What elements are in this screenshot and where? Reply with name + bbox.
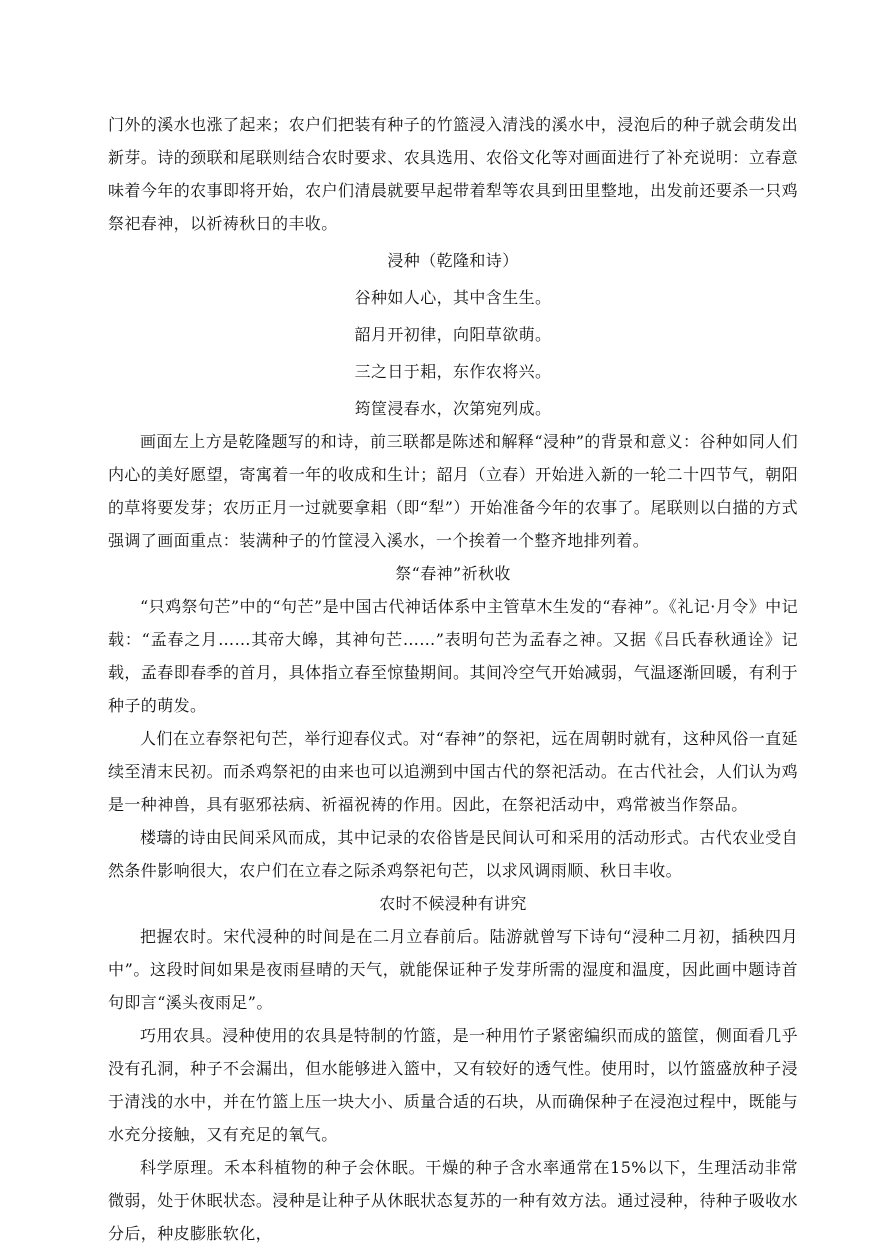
- poem-line: 三之日于耜，东作农将兴。: [354, 362, 552, 381]
- poem-line: 谷种如人心，其中含生生。: [354, 288, 552, 307]
- body-paragraph: 楼璹的诗由民间采风而成，其中记录的农俗皆是民间认可和采用的活动形式。古代农业受自然条件影响很大，农户们在立春之际杀鸡祭祀句芒，以求风调雨顺、秋日丰收。: [108, 828, 798, 880]
- intro-paragraph: 门外的溪水也涨了起来；农户们把装有种子的竹篮浸入清浅的溪水中，浸泡后的种子就会萌发出新芽。诗的颈联和尾联则结合农时要求、农具选用、农俗文化等对画面进行了补充说明：立春意味着今年的农事即将开始，农户们清晨就要早起带着犁等农具到田里整地，出发前还要杀一只鸡祭祀春神，以祈祷秋日的丰收。: [108, 115, 798, 233]
- article-body: [108, 108, 798, 1250]
- section-heading: 农时不候浸种有讲究: [379, 894, 527, 913]
- body-paragraph: 把握农时。宋代浸种的时间是在二月立春前后。陆游就曾写下诗句“浸种二月初，插秧四月中”。这段时间如果是夜雨昼晴的天气，就能保证种子发芽所需的湿度和温度，因此画中题诗首句即言“溪头夜雨足”。: [108, 927, 798, 1012]
- body-paragraph: 巧用农具。浸种使用的农具是特制的竹篮，是一种用竹子紧密编织而成的篮筐，侧面看几乎没有孔洞，种子不会漏出，但水能够进入篮中，又有较好的透气性。使用时，以竹篮盛放种子浸于清浅的水中，并在竹篮上压一块大小、质量合适的石块，从而确保种子在浸泡过程中，既能与水充分接触，又有充足的氧气。: [108, 1026, 798, 1144]
- section-heading: 祭“春神”祈秋收: [395, 564, 511, 583]
- poem-line: 韶月开初律，向阳草欲萌。: [354, 325, 552, 344]
- poem-explanation-paragraph: 画面左上方是乾隆题写的和诗，前三联都是陈述和解释“浸种”的背景和意义：谷种如同人们内心的美好愿望，寄寓着一年的收成和生计；韶月（立春）开始进入新的一轮二十四节气，朝阳的草将要发芽；农历正月一过就要拿耜（即“犁”）开始准备今年的农事了。尾联则以白描的方式强调了画面重点：装满种子的竹筐浸入溪水，一个挨着一个整齐地排列着。: [108, 432, 798, 550]
- body-paragraph: 人们在立春祭祀句芒，举行迎春仪式。对“春神”的祭祀，远在周朝时就有，这种风俗一直延续至清末民初。而杀鸡祭祀的由来也可以追溯到中国古代的祭祀活动。在古代社会，人们认为鸡是一种神兽，具有驱邪祛病、祈福祝祷的作用。因此，在祭祀活动中，鸡常被当作祭品。: [108, 729, 798, 814]
- poem-line: 筠筐浸春水，次第宛列成。: [354, 399, 552, 418]
- body-paragraph: “只鸡祭句芒”中的“句芒”是中国古代神话体系中主管草木生发的“春神”。《礼记·月令》中记载：“孟春之月……其帝大皞，其神句芒……”表明句芒为孟春之神。又据《吕氏春秋通诠》记载，孟春即春季的首月，具体指立春至惊蛰期间。其间冷空气开始减弱，气温逐渐回暖，有利于种子的萌发。: [108, 597, 798, 715]
- body-paragraph: 科学原理。禾本科植物的种子会休眠。干燥的种子含水率通常在15%以下，生理活动非常微弱，处于休眠状态。浸种是让种子从休眠状态复苏的一种有效方法。通过浸种，待种子吸收水分后，种皮膨胀软化，: [108, 1158, 798, 1243]
- poem-title: 浸种（乾隆和诗）: [387, 251, 519, 270]
